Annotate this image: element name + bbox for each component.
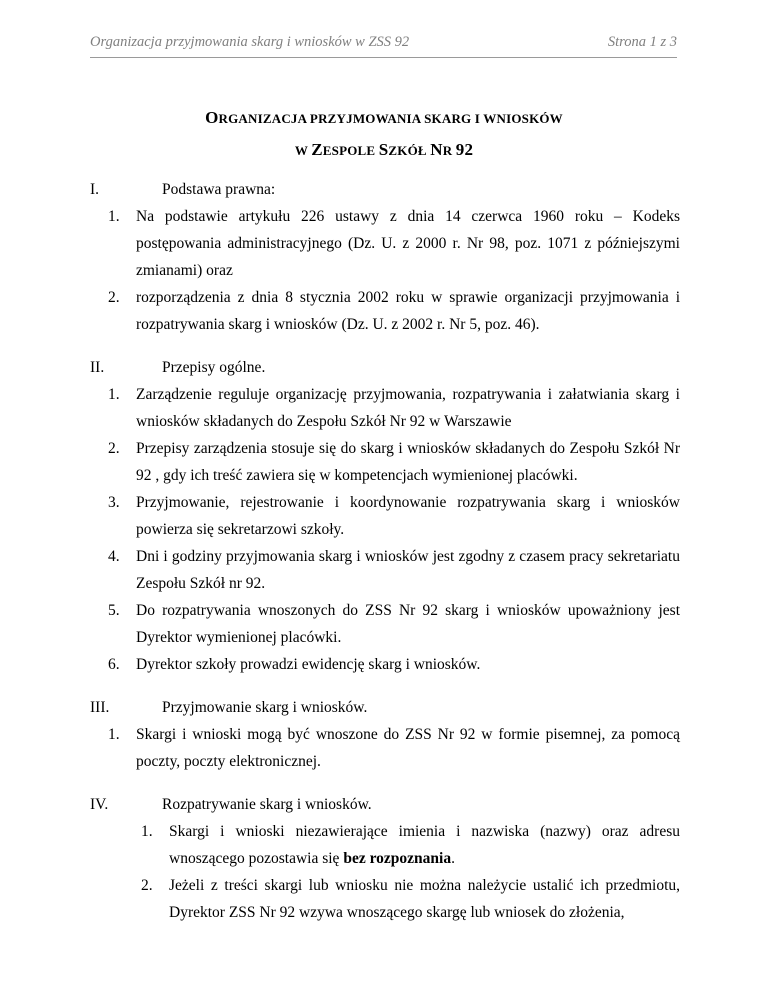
text-run: Dni i godziny przyjmowania skarg i wniosków jest zgodny z czasem pracy sekretariatu Zespołu Szkół nr 92. bbox=[136, 548, 680, 592]
section-title: Przyjmowanie skarg i wniosków. bbox=[162, 699, 368, 716]
section-title: Przepisy ogólne. bbox=[162, 359, 266, 376]
section bbox=[90, 176, 680, 338]
list-item-text bbox=[169, 872, 680, 926]
document-title-line-1 bbox=[0, 108, 768, 128]
title-segment: W bbox=[294, 143, 312, 158]
section-items bbox=[90, 203, 680, 338]
list-item bbox=[108, 435, 680, 489]
list-item bbox=[141, 818, 680, 872]
title-segment: R bbox=[442, 143, 456, 158]
list-item-text bbox=[136, 489, 680, 543]
section-heading bbox=[90, 791, 680, 818]
list-item-number: 1. bbox=[108, 386, 120, 403]
header-document-title: Organizacja przyjmowania skarg i wniosków w ZSS 92 bbox=[90, 34, 410, 50]
section-title: Rozpatrywanie skarg i wniosków. bbox=[162, 796, 372, 813]
text-run: Przyjmowanie, rejestrowanie i koordynowanie rozpatrywania skarg i wniosków powierza się sekretarzowi szkoły. bbox=[136, 494, 680, 538]
list-item bbox=[108, 543, 680, 597]
text-run: Zarządzenie reguluje organizację przyjmowania, rozpatrywania i załatwiania skarg i wniosków składanych do Zespołu Szkół Nr 92 w Warszawie bbox=[136, 386, 680, 430]
title-segment: RGANIZACJA PRZYJMOWANIA SKARG I WNIOSKÓW bbox=[218, 111, 563, 126]
list-item-text bbox=[136, 721, 680, 775]
title-segment: O bbox=[205, 108, 219, 127]
title-segment: ZKÓŁ bbox=[388, 143, 431, 158]
section-number: IV. bbox=[90, 796, 109, 813]
text-run: . bbox=[451, 850, 455, 867]
list-item bbox=[108, 203, 680, 284]
section-items bbox=[90, 721, 680, 775]
title-segment: S bbox=[378, 140, 389, 159]
title-segment: N bbox=[430, 140, 443, 159]
list-item-text bbox=[136, 381, 680, 435]
section-heading bbox=[90, 694, 680, 721]
list-item bbox=[108, 489, 680, 543]
text-run: Skargi i wnioski niezawierające imienia i nazwiska (nazwy) oraz adresu wnoszącego pozostawia się bbox=[169, 823, 680, 867]
section bbox=[90, 694, 680, 775]
list-item bbox=[108, 721, 680, 775]
list-item bbox=[108, 284, 680, 338]
section bbox=[90, 354, 680, 678]
list-item-text bbox=[169, 818, 680, 872]
section-heading bbox=[90, 176, 680, 203]
list-item-number: 6. bbox=[108, 656, 120, 673]
text-run: Przepisy zarządzenia stosuje się do skarg i wniosków składanych do Zespołu Szkół Nr 92 , gdy ich treść zawiera się w kompetencjach wymienionej placówki. bbox=[136, 440, 680, 484]
section-heading bbox=[90, 354, 680, 381]
list-item-number: 2. bbox=[141, 877, 153, 894]
list-item-text bbox=[136, 435, 680, 489]
text-run: Na podstawie artykułu 226 ustawy z dnia 14 czerwca 1960 roku – Kodeks postępowania administracyjnego (Dz. U. z 2000 r. Nr 98, poz. 1071 z późniejszymi zmianami) oraz bbox=[136, 208, 680, 279]
emphasis-text: bez rozpoznania bbox=[343, 850, 452, 867]
section bbox=[90, 791, 680, 926]
title-segment: 92 bbox=[455, 140, 474, 159]
text-run: Jeżeli z treści skargi lub wniosku nie można należycie ustalić ich przedmiotu, Dyrektor ZSS Nr 92 wzywa wnoszącego skargę lub wniosek do złożenia, bbox=[169, 877, 680, 921]
title-segment: ESPOLE bbox=[322, 143, 379, 158]
text-run: Dyrektor szkoły prowadzi ewidencję skarg i wniosków. bbox=[136, 656, 481, 673]
list-item-text bbox=[136, 203, 680, 284]
text-run: Do rozpatrywania wnoszonych do ZSS Nr 92 skarg i wniosków upoważniony jest Dyrektor wymienionej placówki. bbox=[136, 602, 680, 646]
document-body bbox=[90, 176, 680, 942]
list-item-text bbox=[136, 597, 680, 651]
list-item-text bbox=[136, 651, 680, 678]
list-item-text bbox=[136, 543, 680, 597]
page-header bbox=[90, 34, 677, 58]
list-item-number: 2. bbox=[108, 440, 120, 457]
list-item-number: 2. bbox=[108, 289, 120, 306]
text-run: Skargi i wnioski mogą być wnoszone do ZSS Nr 92 w formie pisemnej, za pomocą poczty, poczty elektronicznej. bbox=[136, 726, 680, 770]
list-item-number: 1. bbox=[141, 823, 153, 840]
list-item-number: 3. bbox=[108, 494, 120, 511]
list-item bbox=[108, 381, 680, 435]
list-item-number: 4. bbox=[108, 548, 120, 565]
list-item bbox=[141, 872, 680, 926]
section-items bbox=[90, 381, 680, 678]
list-item-text bbox=[136, 284, 680, 338]
section-number: I. bbox=[90, 181, 100, 198]
title-segment: Z bbox=[311, 140, 323, 159]
section-number: III. bbox=[90, 699, 110, 716]
list-item-number: 1. bbox=[108, 726, 120, 743]
list-item-number: 1. bbox=[108, 208, 120, 225]
list-item-number: 5. bbox=[108, 602, 120, 619]
list-item bbox=[108, 597, 680, 651]
text-run: rozporządzenia z dnia 8 stycznia 2002 roku w sprawie organizacji przyjmowania i rozpatrywania skarg i wniosków (Dz. U. z 2002 r. Nr 5, poz. 46). bbox=[136, 289, 680, 333]
section-items bbox=[90, 818, 680, 926]
document-title-line-2 bbox=[0, 140, 768, 160]
section-number: II. bbox=[90, 359, 105, 376]
section-title: Podstawa prawna: bbox=[162, 181, 276, 198]
header-page-number: Strona 1 z 3 bbox=[607, 34, 677, 50]
list-item bbox=[108, 651, 680, 678]
